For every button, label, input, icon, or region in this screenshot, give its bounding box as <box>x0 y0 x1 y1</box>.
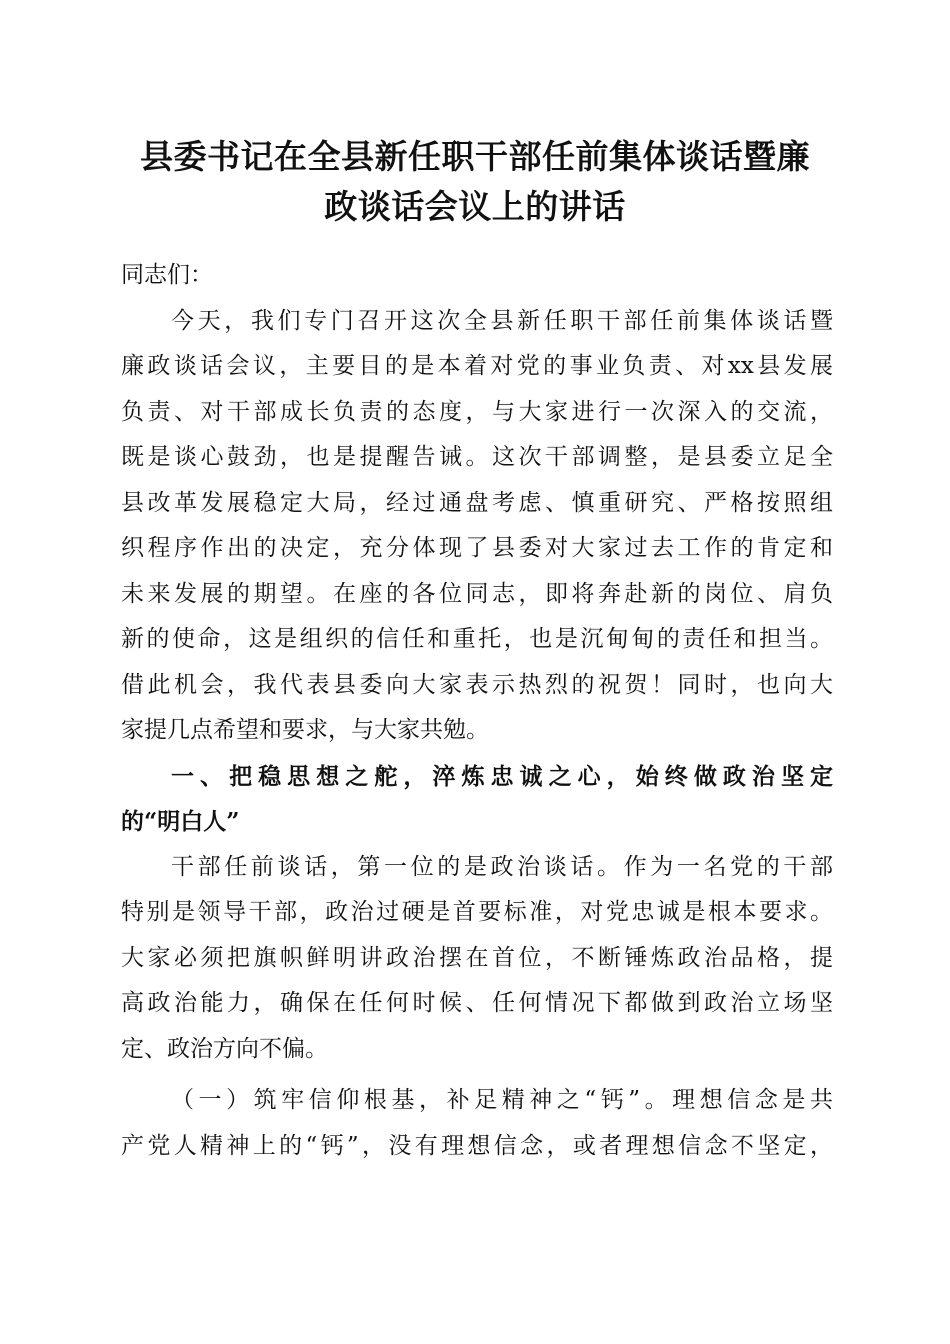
paragraph-line: 县改革发展稳定大局，经过通盘考虑、慎重研究、严格按照组 <box>121 489 833 516</box>
heading-line: 一、把稳思想之舵，淬炼忠诚之心，始终做政治坚定 <box>171 762 833 790</box>
paragraph-line: 定、政治方向不偏。 <box>121 1035 328 1062</box>
section-1-heading <box>121 754 833 845</box>
salutation: 同志们： <box>121 262 213 288</box>
paragraph-line: 借此机会，我代表县委向大家表示热烈的祝贺！同时，也向大 <box>121 671 833 698</box>
heading-line: 的“明白人” <box>121 808 240 835</box>
paragraph-line: （一）筑牢信仰根基，补足精神之“钙”。理想信念是共 <box>171 1087 833 1113</box>
paragraph-line: 新的使命，这是组织的信任和重托，也是沉甸甸的责任和担当。 <box>121 626 833 652</box>
paragraph-line: 织程序作出的决定，充分体现了县委对大家过去工作的肯定和 <box>121 535 833 561</box>
title-line-1: 县委书记在全县新任职干部任前集体谈话暨廉 <box>140 137 810 176</box>
paragraph-line: 廉政谈话会议，主要目的是本着对党的事业负责、对xx县发展 <box>121 353 833 379</box>
document-title <box>100 132 850 232</box>
subsection-1-paragraph <box>121 1078 833 1169</box>
paragraph-line: 大家必须把旗帜鲜明讲政治摆在首位，不断锤炼政治品格，提 <box>121 944 833 971</box>
document-body <box>121 253 833 1169</box>
paragraph-line: 未来发展的期望。在座的各位同志，即将奔赴新的岗位、肩负 <box>121 580 833 607</box>
paragraph-line: 特别是领导干部，政治过硬是首要标准，对党忠诚是根本要求。 <box>121 899 833 925</box>
paragraph-line: 家提几点希望和要求，与大家共勉。 <box>121 717 489 743</box>
paragraph-line: 干部任前谈话，第一位的是政治谈话。作为一名党的干部 <box>171 853 833 880</box>
paragraph-line: 产党人精神上的“钙”，没有理想信念，或者理想信念不坚定， <box>121 1132 833 1159</box>
paragraph-line: 今天，我们专门召开这次全县新任职干部任前集体谈话暨 <box>171 307 833 334</box>
intro-paragraph <box>121 299 833 754</box>
section-1-paragraph <box>121 845 833 1073</box>
title-line-2: 政谈话会议上的讲话 <box>324 187 626 226</box>
paragraph-line: 负责、对干部成长负责的态度，与大家进行一次深入的交流， <box>121 398 833 425</box>
paragraph-line: 高政治能力，确保在任何时候、任何情况下都做到政治立场坚 <box>121 990 833 1016</box>
paragraph-line: 既是谈心鼓劲，也是提醒告诫。这次干部调整，是县委立足全 <box>121 444 833 470</box>
